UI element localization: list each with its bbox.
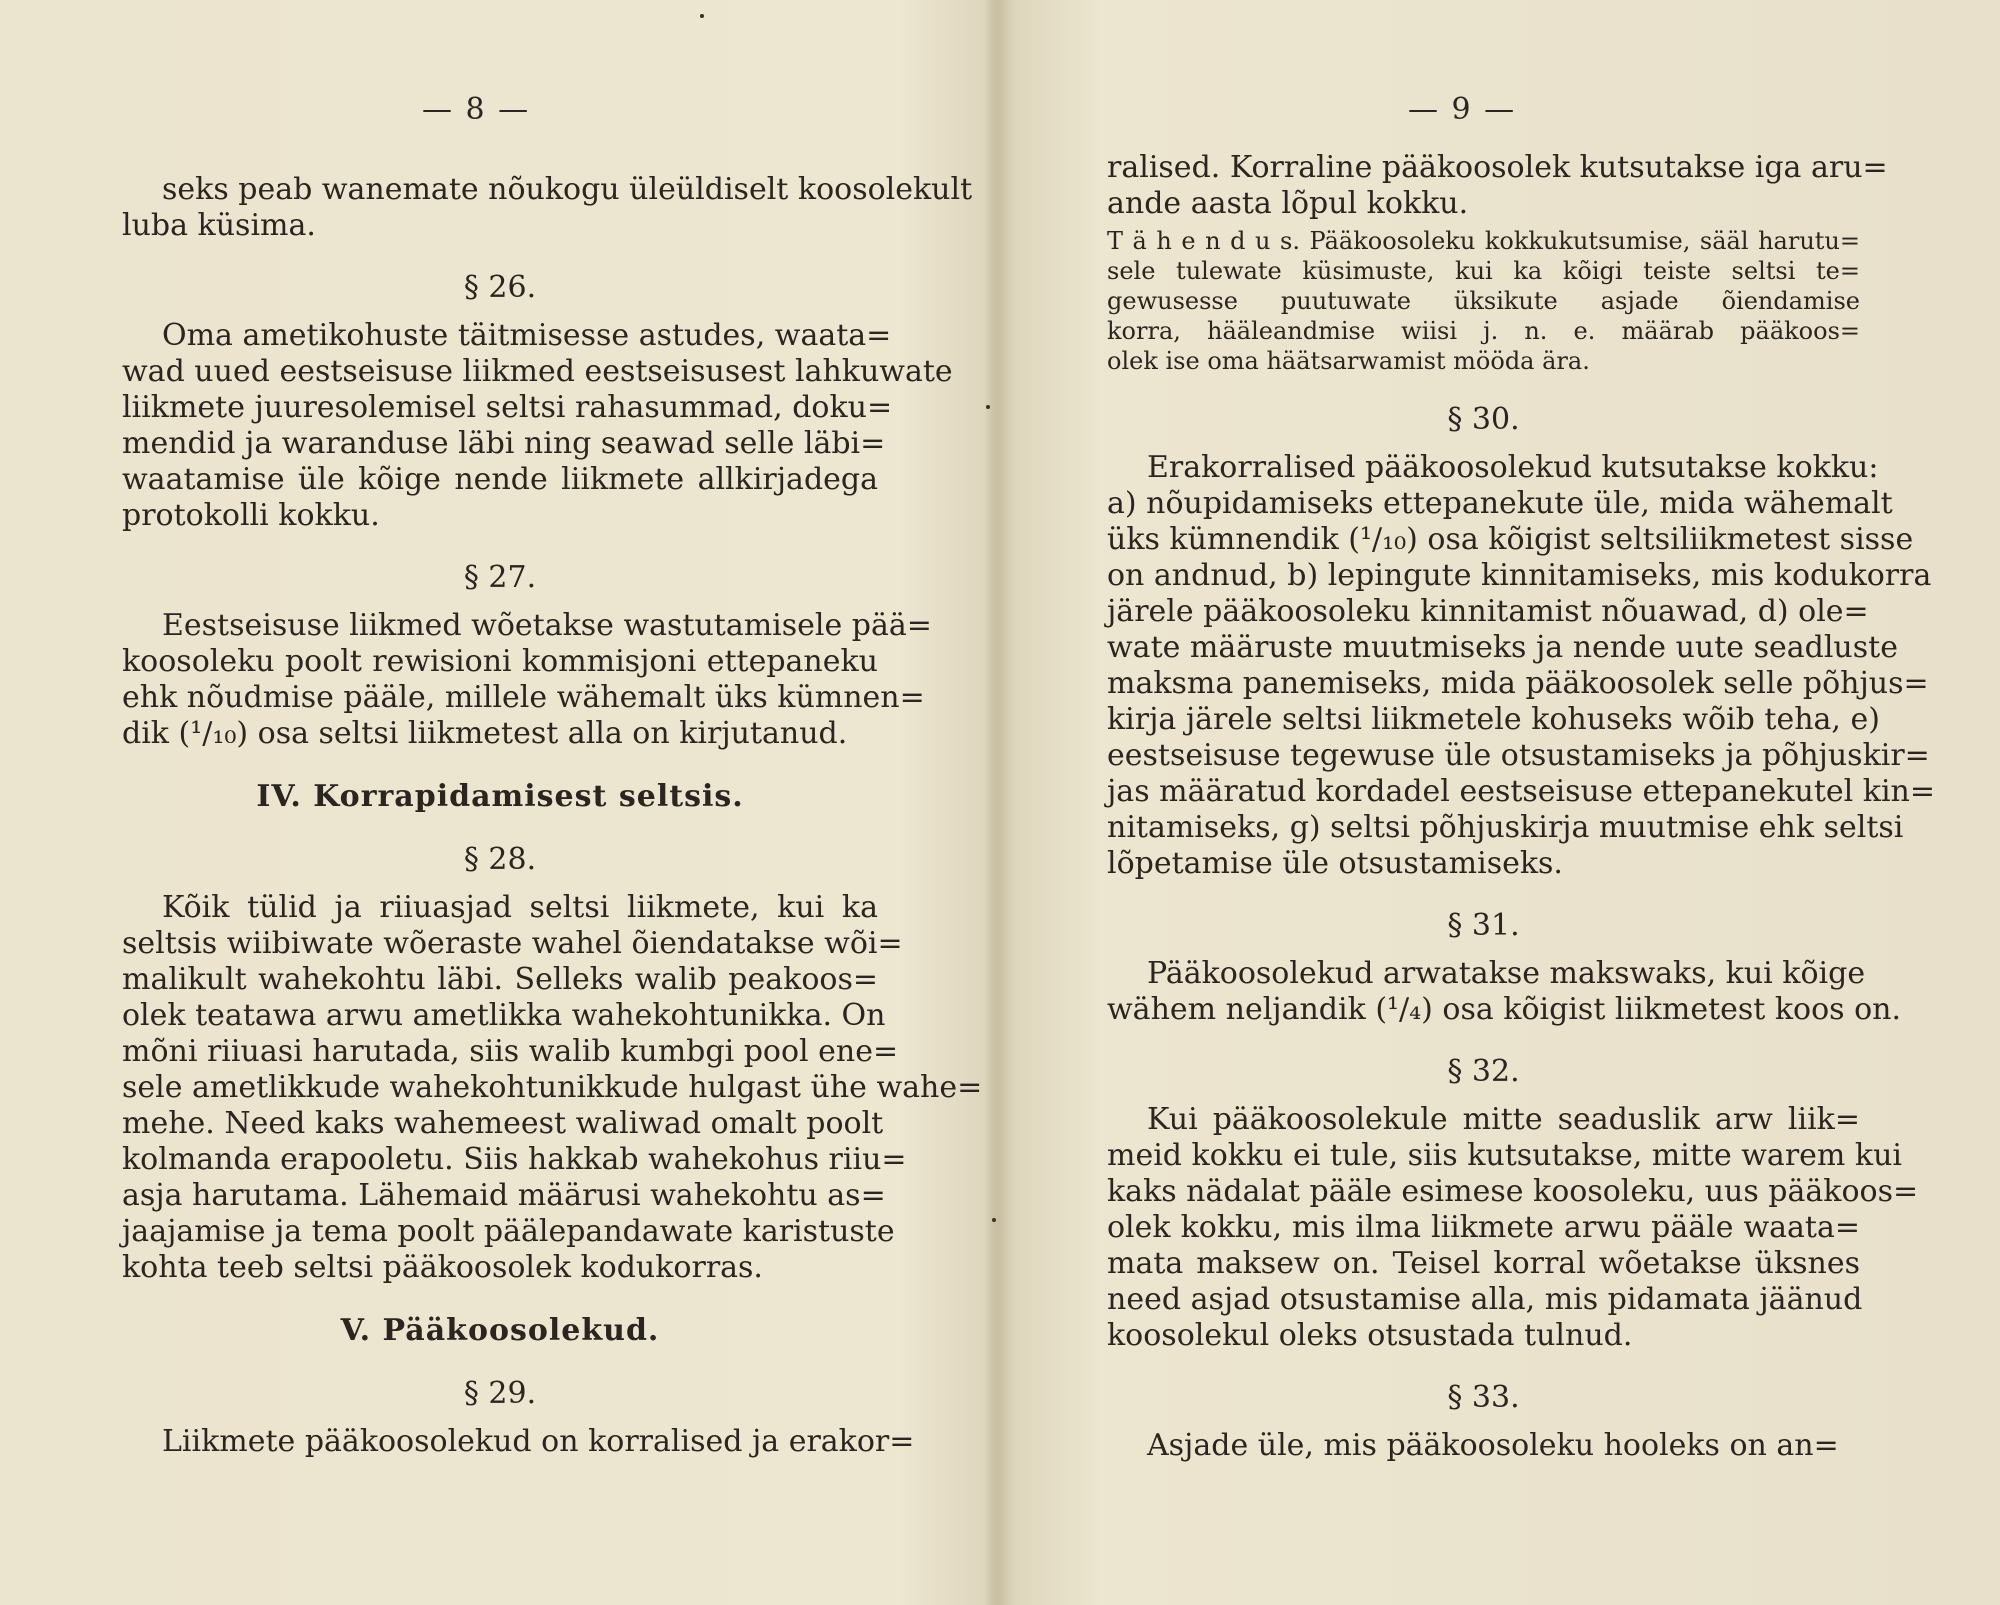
- paragraph: [122, 608, 932, 752]
- section-number: § 26.: [463, 270, 537, 305]
- text-line: maksma panemiseks, mida pääkoosolek selle põhjus=: [1107, 666, 1929, 701]
- text-line: sele tulewate küsimuste, kui ka kõigi teiste seltsi te=: [1107, 257, 1860, 285]
- text-line: korra, hääleandmise wiisi j. n. e. määrab pääkoos=: [1107, 317, 1860, 345]
- text-line: ralised. Korraline pääkoosolek kutsutakse iga aru=: [1107, 150, 1888, 185]
- text-line: koosoleku poolt rewisioni kommisjoni ettepaneku: [122, 644, 878, 679]
- ink-speck: [700, 14, 704, 18]
- text-line: malikult wahekohtu läbi. Selleks walib peakoos=: [122, 962, 878, 997]
- text-line: Eestseisuse liikmed wõetakse wastutamisele pää=: [162, 608, 932, 643]
- text-line: seks peab wanemate nõukogu üleüldiselt koosolekult: [162, 172, 973, 207]
- paragraph: [1107, 956, 1902, 1028]
- text-line: üks kümnendik (¹/₁₀) osa kõigist seltsiliikmetest sisse: [1107, 522, 1914, 557]
- text-line: seltsis wiibiwate wõeraste wahel õiendatakse wõi=: [122, 926, 903, 961]
- text-line: lõpetamise üle otsustamiseks.: [1107, 846, 1563, 881]
- text-line: a) nõupidamiseks ettepanekute üle, mida wähemalt: [1107, 486, 1893, 521]
- right-page-text: [1107, 150, 1936, 1464]
- text-line: ande aasta lõpul kokku.: [1107, 186, 1469, 221]
- text-line: kirja järele seltsi liikmetele kohuseks wõib teha, e): [1107, 702, 1880, 737]
- right-page: [1000, 0, 2000, 1605]
- left-page: [0, 0, 990, 1605]
- note-paragraph: [1107, 226, 1860, 376]
- text-line: waatamise üle kõige nende liikmete allkirjadega: [122, 462, 878, 497]
- text-line: Kõik tülid ja riiuasjad seltsi liikmete, kui ka: [162, 890, 878, 925]
- paragraph: [122, 172, 973, 244]
- text-line: ehk nõudmise pääle, millele wähemalt üks kümnen=: [122, 680, 925, 715]
- text-line: sele ametlikkude wahekohtunikkude hulgast ühe wahe=: [122, 1070, 983, 1105]
- text-line: asja harutama. Lähemaid määrusi wahekohtu as=: [122, 1178, 886, 1213]
- paragraph: [122, 890, 983, 1286]
- text-line: mendid ja waranduse läbi ning seawad selle läbi=: [122, 426, 886, 461]
- chapter-heading: V. Pääkoosolekud.: [340, 1313, 660, 1348]
- text-line: Pääkoosolekud arwatakse makswaks, kui kõige: [1147, 956, 1866, 991]
- text-line: olek ise oma häätsarwamist mööda ära.: [1107, 347, 1590, 375]
- text-line: liikmete juuresolemisel seltsi rahasummad, doku=: [122, 390, 893, 425]
- chapter-heading: IV. Korrapidamisest seltsis.: [256, 779, 744, 814]
- text-line: jaajamise ja tema poolt päälepandawate karistuste: [122, 1214, 895, 1249]
- text-line: koosolekul oleks otsustada tulnud.: [1107, 1318, 1633, 1353]
- paragraph: [1107, 1428, 1860, 1464]
- text-line: luba küsima.: [122, 208, 316, 243]
- paragraph: [1107, 1102, 1919, 1354]
- text-line: nitamiseks, g) seltsi põhjuskirja muutmise ehk seltsi: [1107, 810, 1904, 845]
- text-line: jas määratud kordadel eestseisuse ettepanekutel kin=: [1107, 774, 1936, 809]
- text-line: mata maksew on. Teisel korral wõetakse üksnes: [1107, 1246, 1860, 1281]
- text-line: Asjade üle, mis pääkoosoleku hooleks on an=: [1147, 1428, 1839, 1463]
- section-number: § 27.: [463, 560, 537, 595]
- section-number: § 32.: [1447, 1054, 1520, 1089]
- ink-speck: [992, 1218, 996, 1222]
- text-line: mõni riiuasi harutada, siis walib kumbgi pool ene=: [122, 1034, 899, 1069]
- paragraph: [122, 318, 953, 534]
- section-number: § 30.: [1447, 402, 1520, 437]
- text-line: wad uued eestseisuse liikmed eestseisusest lahkuwate: [122, 354, 953, 389]
- left-page-text: [122, 172, 983, 1460]
- text-line: on andnud, b) lepingute kinnitamiseks, mis koduk​orra: [1107, 558, 1932, 593]
- text-line: mehe. Need kaks wahemeest waliwad omalt poolt: [122, 1106, 884, 1141]
- text-line: olek kokku, mis ilma liikmete arwu pääle waata=: [1107, 1210, 1860, 1245]
- paragraph: [1107, 450, 1936, 882]
- text-line: Liikmete pääkoosolekud on korralised ja erakor=: [162, 1424, 915, 1459]
- text-line: Oma ametikohuste täitmisesse astudes, waata=: [162, 318, 892, 353]
- section-number: § 28.: [463, 842, 537, 877]
- text-line: protokolli kokku.: [122, 498, 380, 533]
- paragraph: [1107, 150, 1888, 222]
- ink-speck: [986, 405, 990, 409]
- section-number: § 31.: [1447, 908, 1520, 943]
- text-line: meid kokku ei tule, siis kutsutakse, mitte warem kui: [1107, 1138, 1902, 1173]
- text-line: T ä h e n d u s. Pääkoosoleku kokkukutsumise, sääl harutu=: [1107, 227, 1860, 255]
- text-line: dik (¹/₁₀) osa seltsi liikmetest alla on kirjutanud.: [122, 716, 848, 751]
- text-line: Erakorralised pääkoosolekud kutsutakse kokku:: [1147, 450, 1879, 485]
- section-number: § 33.: [1447, 1380, 1520, 1415]
- paragraph: [122, 1424, 915, 1460]
- text-line: Kui pääkoosolekule mitte seaduslik arw liik=: [1147, 1102, 1860, 1137]
- text-line: kaks nädalat pääle esimese koosoleku, uus pääkoos=: [1107, 1174, 1919, 1209]
- text-line: eestseisuse tegewuse üle otsustamiseks ja põhjuskir=: [1107, 738, 1930, 773]
- page-number: — 8 —: [422, 92, 531, 127]
- text-line: gewusesse puutuwate üksikute asjade õiendamise: [1107, 287, 1860, 315]
- text-line: kolmanda erapooletu. Siis hakkab wahekohus riiu=: [122, 1142, 907, 1177]
- section-number: § 29.: [463, 1376, 537, 1411]
- text-line: wate määruste muutmiseks ja nende uute seadluste: [1107, 630, 1898, 665]
- text-line: wähem neljandik (¹/₄) osa kõigist liikmetest koos on.: [1107, 992, 1902, 1027]
- page-number: — 9 —: [1408, 92, 1517, 127]
- text-line: kohta teeb seltsi pääkoosolek kodukorras.: [122, 1250, 763, 1285]
- text-line: need asjad otsustamise alla, mis pidamata jäänud: [1107, 1282, 1863, 1317]
- text-line: olek teatawa arwu ametlikka wahekohtunikka. On: [122, 998, 886, 1033]
- text-line: järele pääkoosoleku kinnitamist nõuawad, d) ole=: [1107, 594, 1869, 629]
